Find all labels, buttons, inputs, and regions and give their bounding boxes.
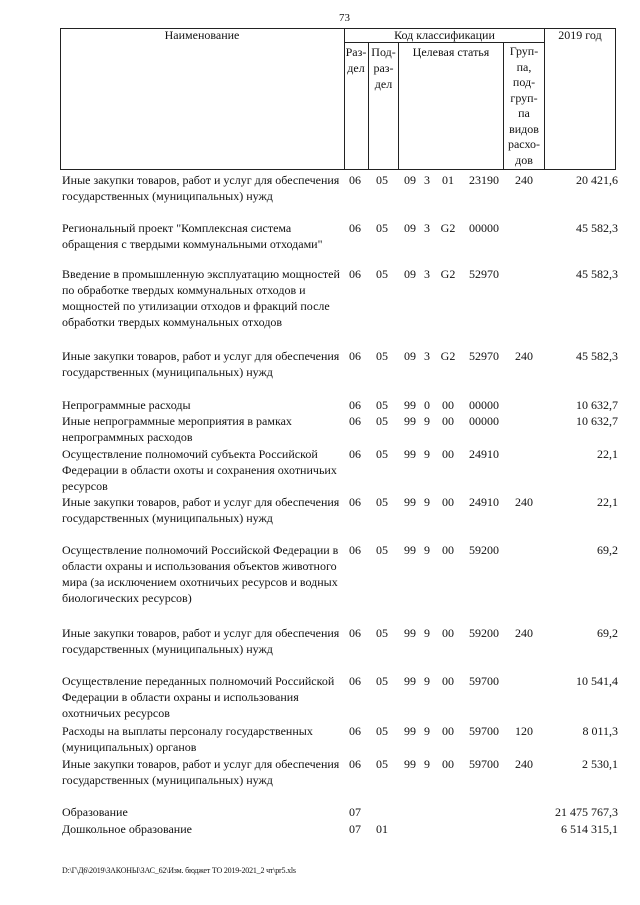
row-name: Иные закупки товаров, работ и услуг для обеспечения государственных (муниципальных) нужд (62, 757, 340, 787)
row-code-t1: 09 (404, 221, 416, 235)
file-path-footer: D:\Г\Д6\2019\ЗАКОНЫ\ЗАС_62\Изм. бюджет ТО 2019-2021_2 чт\pr5.xls (62, 866, 296, 875)
row-code-pr: 05 (376, 398, 388, 412)
header-group: Груп- па, под- груп- па видов расхо- дов (507, 44, 541, 167)
row-code-r: 06 (349, 221, 361, 235)
row-code-t1: 09 (404, 349, 416, 363)
row-code-r: 06 (349, 398, 361, 412)
row-code-t3: G2 (440, 267, 456, 281)
row-code-r: 06 (349, 267, 361, 281)
row-code-t3: 00 (442, 757, 454, 771)
row-amount: 6 514 315,1 (561, 822, 618, 836)
row-code-vr: 240 (515, 495, 533, 509)
row-code-t3: 00 (442, 724, 454, 738)
row-code-t1: 99 (404, 398, 416, 412)
row-code-t4: 23190 (469, 173, 499, 187)
row-code-pr: 05 (376, 414, 388, 428)
table-header (60, 28, 616, 170)
row-code-t3: 00 (442, 398, 454, 412)
row-code-r: 06 (349, 495, 361, 509)
row-code-t1: 99 (404, 757, 416, 771)
row-code-t3: 00 (442, 447, 454, 461)
row-code-vr: 240 (515, 626, 533, 640)
row-code-t2: 9 (424, 757, 430, 771)
row-code-pr: 05 (376, 674, 388, 688)
row-name: Иные закупки товаров, работ и услуг для обеспечения государственных (муниципальных) нужд (62, 173, 340, 203)
row-code-t2: 9 (424, 626, 430, 640)
row-code-pr: 05 (376, 173, 388, 187)
row-code-t1: 99 (404, 495, 416, 509)
row-code-pr: 05 (376, 221, 388, 235)
row-code-r: 06 (349, 349, 361, 363)
row-code-t4: 52970 (469, 349, 499, 363)
row-code-t4: 00000 (469, 221, 499, 235)
row-code-t2: 9 (424, 543, 430, 557)
row-amount: 45 582,3 (576, 221, 618, 235)
row-code-t2: 0 (424, 398, 430, 412)
row-amount: 22,1 (597, 495, 618, 509)
row-code-t4: 24910 (469, 495, 499, 509)
row-amount: 2 530,1 (582, 757, 618, 771)
row-code-pr: 05 (376, 349, 388, 363)
page-number: 73 (339, 12, 350, 24)
row-code-t2: 9 (424, 495, 430, 509)
row-code-t2: 3 (424, 349, 430, 363)
row-amount: 10 632,7 (576, 398, 618, 412)
row-code-vr: 120 (515, 724, 533, 738)
row-amount: 10 541,4 (576, 674, 618, 688)
row-code-t3: 00 (442, 674, 454, 688)
row-code-t1: 99 (404, 447, 416, 461)
row-code-t3: G2 (440, 349, 456, 363)
row-amount: 8 011,3 (582, 724, 618, 738)
row-amount: 69,2 (597, 626, 618, 640)
row-code-t1: 09 (404, 267, 416, 281)
header-year: 2019 год (558, 28, 602, 42)
row-code-pr: 05 (376, 724, 388, 738)
header-podrazdel: Под- раз- дел (371, 45, 396, 91)
row-amount: 45 582,3 (576, 349, 618, 363)
row-code-t2: 9 (424, 414, 430, 428)
row-amount: 21 475 767,3 (555, 805, 618, 819)
row-code-t3: G2 (440, 221, 456, 235)
header-name: Наименование (164, 28, 240, 42)
row-code-r: 06 (349, 626, 361, 640)
row-name: Региональный проект "Комплексная система обращения с твердыми коммунальными отходами" (62, 221, 323, 251)
row-amount: 22,1 (597, 447, 618, 461)
row-code-pr: 05 (376, 495, 388, 509)
row-code-r: 07 (349, 805, 361, 819)
row-name: Осуществление полномочий субъекта Российской Федерации в области охоты и сохранения охотничьих ресурсов (62, 447, 337, 493)
row-code-t2: 3 (424, 221, 430, 235)
row-code-t1: 99 (404, 626, 416, 640)
row-name: Иные закупки товаров, работ и услуг для обеспечения государственных (муниципальных) нужд (62, 349, 340, 379)
row-code-t3: 00 (442, 543, 454, 557)
row-code-pr: 05 (376, 447, 388, 461)
row-code-t2: 3 (424, 173, 430, 187)
row-code-t4: 00000 (469, 414, 499, 428)
row-code-vr: 240 (515, 349, 533, 363)
row-code-t2: 9 (424, 447, 430, 461)
row-code-t4: 00000 (469, 398, 499, 412)
row-code-r: 06 (349, 724, 361, 738)
row-name: Осуществление полномочий Российской Федерации в области охраны и использования объектов животного мира (за исключением охотничьих ресурсов и водных биологических ресурсов) (62, 543, 339, 605)
row-code-pr: 05 (376, 757, 388, 771)
row-name: Иные закупки товаров, работ и услуг для обеспечения государственных (муниципальных) нужд (62, 626, 340, 656)
row-code-t3: 00 (442, 414, 454, 428)
row-code-t1: 99 (404, 724, 416, 738)
row-code-t2: 9 (424, 674, 430, 688)
row-code-t4: 59700 (469, 757, 499, 771)
row-code-t2: 3 (424, 267, 430, 281)
row-code-t3: 01 (442, 173, 454, 187)
row-code-r: 06 (349, 173, 361, 187)
row-code-r: 06 (349, 414, 361, 428)
row-code-t3: 00 (442, 626, 454, 640)
row-code-t2: 9 (424, 724, 430, 738)
row-code-vr: 240 (515, 757, 533, 771)
row-code-t4: 52970 (469, 267, 499, 281)
row-code-r: 06 (349, 674, 361, 688)
row-name: Непрограммные расходы (62, 398, 191, 412)
row-amount: 20 421,6 (576, 173, 618, 187)
row-code-r: 06 (349, 447, 361, 461)
row-name: Дошкольное образование (62, 822, 192, 836)
row-code-pr: 05 (376, 543, 388, 557)
row-amount: 69,2 (597, 543, 618, 557)
row-code-r: 06 (349, 543, 361, 557)
row-code-t4: 24910 (469, 447, 499, 461)
row-code-vr: 240 (515, 173, 533, 187)
row-code-t1: 09 (404, 173, 416, 187)
row-code-r: 07 (349, 822, 361, 836)
row-name: Введение в промышленную эксплуатацию мощностей по обработке твердых коммунальных отходов и мощностей по утилизации отходов и фракций после обработки твердых коммунальных отходов (62, 267, 340, 329)
header-target: Целевая статья (412, 45, 490, 59)
header-razdel: Раз- дел (345, 45, 367, 75)
row-code-t1: 99 (404, 414, 416, 428)
row-code-t4: 59200 (469, 626, 499, 640)
row-name: Осуществление переданных полномочий Российской Федерации в области охраны и использования охотничьих ресурсов (62, 674, 335, 720)
header-code: Код классификации (394, 28, 495, 42)
row-code-r: 06 (349, 757, 361, 771)
row-name: Образование (62, 805, 128, 819)
row-name: Иные закупки товаров, работ и услуг для обеспечения государственных (муниципальных) нужд (62, 495, 340, 525)
row-name: Расходы на выплаты персоналу государственных (муниципальных) органов (62, 724, 313, 754)
row-code-t1: 99 (404, 674, 416, 688)
row-code-t4: 59200 (469, 543, 499, 557)
row-code-t1: 99 (404, 543, 416, 557)
row-code-t3: 00 (442, 495, 454, 509)
row-code-pr: 05 (376, 267, 388, 281)
row-code-pr: 05 (376, 626, 388, 640)
row-code-t4: 59700 (469, 674, 499, 688)
row-code-t4: 59700 (469, 724, 499, 738)
row-amount: 45 582,3 (576, 267, 618, 281)
row-name: Иные непрограммные мероприятия в рамках непрограммных расходов (62, 414, 292, 444)
row-amount: 10 632,7 (576, 414, 618, 428)
row-code-pr: 01 (376, 822, 388, 836)
